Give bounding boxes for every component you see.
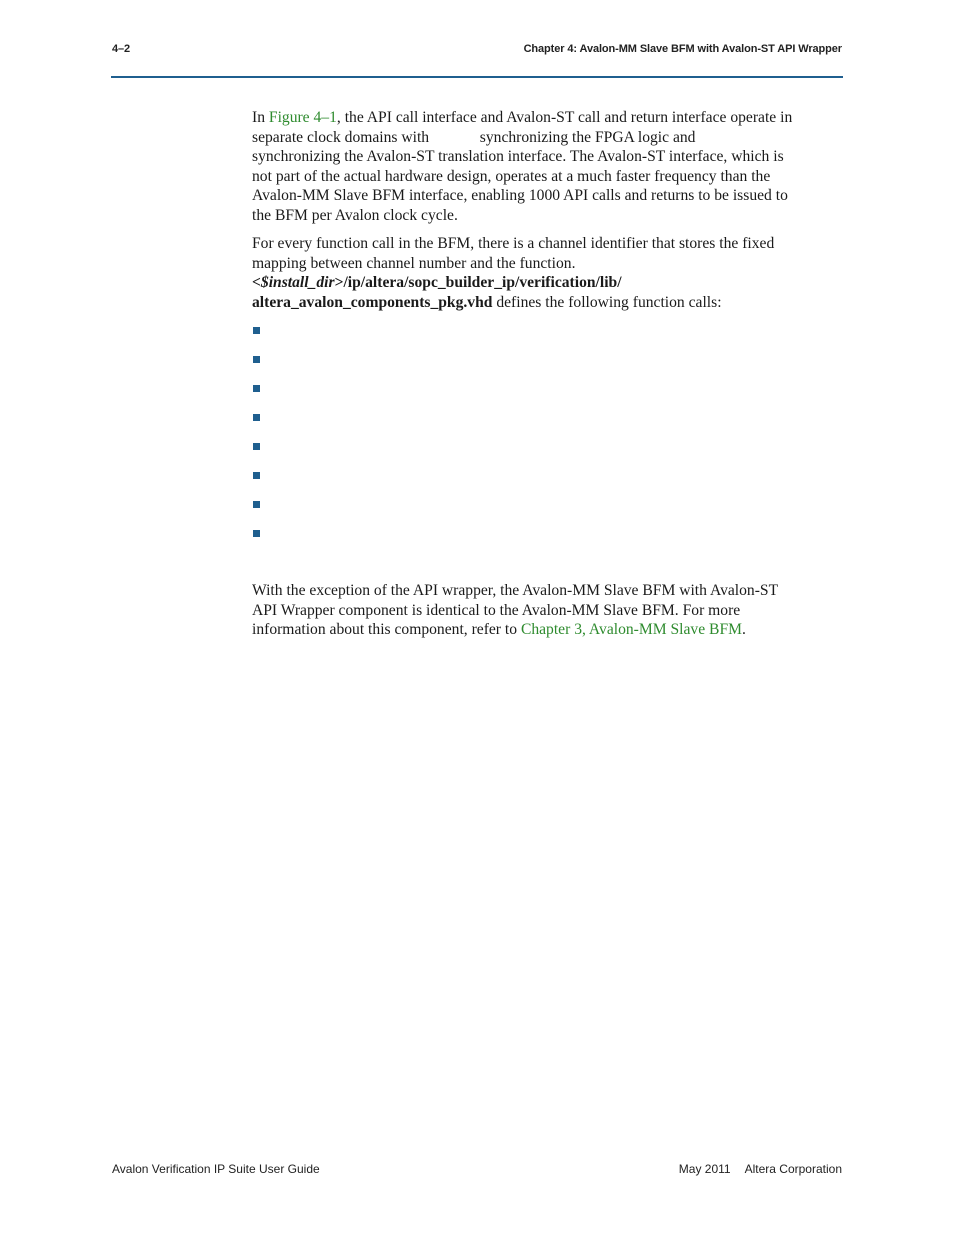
list-bullet bbox=[253, 443, 260, 450]
paragraph-line bbox=[252, 108, 844, 128]
paragraph-line: For every function call in the BFM, there is a channel identifier that stores the fixed bbox=[252, 235, 775, 252]
paragraph-line bbox=[252, 293, 844, 313]
text-run: . bbox=[741, 621, 746, 638]
install-path bbox=[252, 273, 844, 293]
list-bullet bbox=[253, 501, 260, 508]
chapter-3-link[interactable]: Chapter 3, Avalon-MM Slave BFM bbox=[520, 621, 742, 638]
paragraph-line: not part of the actual hardware design, operates at a much faster frequency than the bbox=[252, 167, 771, 185]
figure-4-1-link[interactable]: Figure 4–1 bbox=[268, 109, 337, 126]
page-number: 4–2 bbox=[112, 43, 131, 55]
list-bullet bbox=[253, 530, 260, 537]
list-bullet bbox=[253, 356, 260, 363]
text-run: In bbox=[252, 109, 269, 126]
paragraph-line: API Wrapper component is identical to the Avalon-MM Slave BFM. For more bbox=[252, 601, 741, 619]
footer-company: Altera Corporation bbox=[744, 1162, 842, 1176]
text-run: defines the following function calls: bbox=[492, 293, 722, 311]
header-rule bbox=[111, 76, 843, 78]
install-dir-variable: $install_dir bbox=[260, 274, 335, 291]
text-run: , the API call interface and Avalon-ST call and return interface operate in bbox=[336, 109, 793, 126]
footer-date: May 2011 bbox=[678, 1162, 731, 1176]
package-filename: altera_avalon_components_pkg.vhd bbox=[252, 293, 493, 311]
list-bullet bbox=[253, 327, 260, 334]
paragraph-line bbox=[252, 620, 844, 640]
paragraph-clock-domains bbox=[252, 108, 844, 225]
paragraph-line: the BFM per Avalon clock cycle. bbox=[252, 206, 458, 224]
text-run: information about this component, refer to bbox=[252, 621, 521, 638]
paragraph-line: synchronizing the Avalon-ST translation interface. The Avalon-ST interface, which is bbox=[252, 148, 784, 165]
chapter-title: Chapter 4: Avalon-MM Slave BFM with Avalon-ST API Wrapper bbox=[523, 43, 842, 55]
paragraph-channel-identifier bbox=[252, 234, 844, 312]
footer-right bbox=[679, 1162, 842, 1176]
list-bullet bbox=[253, 385, 260, 392]
paragraph-line: mapping between channel number and the function. bbox=[252, 254, 576, 272]
list-bullet bbox=[253, 472, 260, 479]
paragraph-line: separate clock domains with synchronizing the FPGA logic and bbox=[252, 128, 696, 146]
paragraph-api-wrapper bbox=[252, 581, 844, 640]
paragraph-line: With the exception of the API wrapper, the Avalon-MM Slave BFM with Avalon-ST bbox=[252, 582, 779, 599]
footer-guide-title: Avalon Verification IP Suite User Guide bbox=[112, 1162, 320, 1176]
text-run: >/ip/altera/sopc_builder_ip/verification/lib/ bbox=[334, 274, 622, 291]
list-bullet bbox=[253, 414, 260, 421]
paragraph-line: Avalon-MM Slave BFM interface, enabling 1000 API calls and returns to be issued to bbox=[252, 187, 788, 204]
text-run: < bbox=[252, 274, 261, 291]
